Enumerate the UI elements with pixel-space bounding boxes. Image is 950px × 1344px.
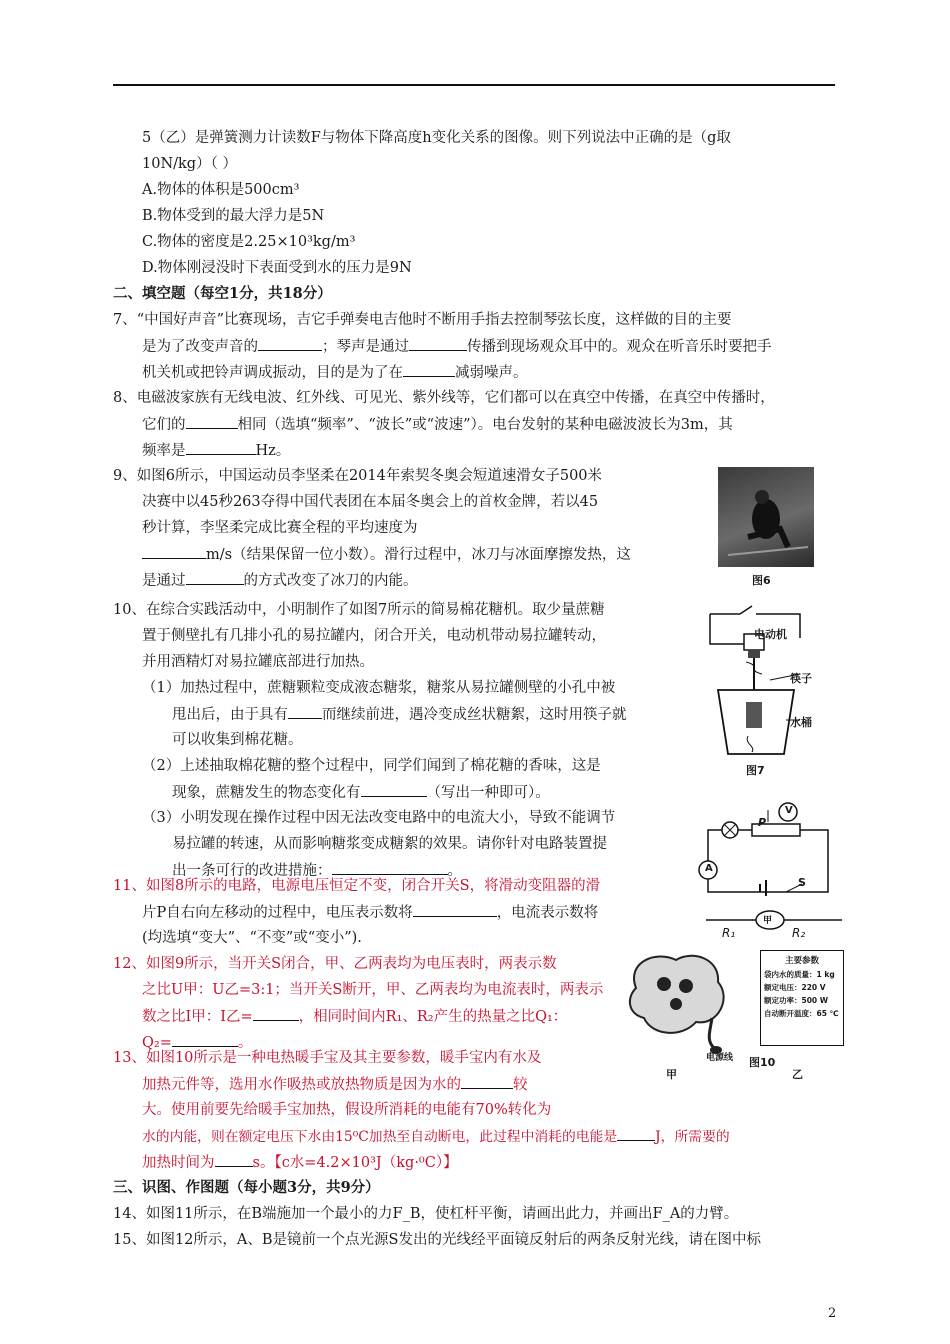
answer-blank[interactable]: [461, 1074, 513, 1089]
q10-text: 而继续前进，遇冷变成丝状糖絮，这时用筷子就: [322, 707, 627, 723]
q9-line3: 秒计算，李坚柔完成比赛全程的平均速度为: [142, 520, 418, 536]
figure-10-cord-label: 电源线: [706, 1053, 734, 1063]
answer-blank[interactable]: [409, 336, 467, 351]
q13-line3: 大。使用前要先给暖手宝加热，假设所消耗的电能有70%转化为: [142, 1102, 552, 1118]
figure-8-p-label: P: [758, 816, 767, 829]
figure-7-diagram: [700, 594, 830, 784]
answer-blank[interactable]: [172, 1032, 238, 1047]
answer-blank[interactable]: [413, 902, 497, 917]
q10-text: 甩出后，由于具有: [172, 707, 288, 723]
answer-blank[interactable]: [215, 1152, 253, 1167]
q6-option-c: C.物体的密度是2.25×10³kg/m³: [142, 234, 356, 250]
q9-text: m/s（结果保留一位小数）。滑行过程中，冰刀与冰面摩擦发热，这: [206, 547, 631, 563]
figure-8-ammeter-label: A: [705, 863, 713, 874]
q12-line1: 12、如图9所示，当开关S闭合，甲、乙两表均为电压表时，两表示数: [113, 956, 557, 972]
q12-text: ，相同时间内R₁、R₂产生的热量之比Q₁：: [298, 1009, 568, 1025]
figure-9-jia-label: 甲: [763, 916, 773, 926]
q9-line5: [142, 570, 418, 591]
q9-line4: [142, 544, 631, 565]
q12-text: 。: [237, 1035, 253, 1051]
q11-line1: 11、如图8所示的电路，电源电压恒定不变，闭合开关S，将滑动变阻器的滑: [113, 878, 601, 894]
q14-text: 14、如图11所示，在B端施加一个最小的力F_B，使杠杆平衡，请画出此力，并画出F_A的力臂。: [113, 1206, 739, 1222]
q7-line1: 7、“中国好声音”比赛现场，吉它手弹奏电吉他时不断用手指去控制琴弦长度，这样做的目的主要: [113, 312, 732, 328]
q8-line2: [142, 414, 733, 435]
q13-text: J，所需要的: [655, 1129, 730, 1145]
params-title: 主要参数: [784, 956, 819, 966]
answer-blank[interactable]: [142, 544, 206, 559]
q7-text: 是为了改变声音的: [142, 339, 258, 355]
q11-text: 片P自右向左移动的过程中，电压表示数将: [142, 905, 413, 921]
q15-text: 15、如图12所示，A、B是镜前一个点光源S发出的光线经平面镜反射后的两条反射光线，请在图中标: [113, 1232, 761, 1248]
q7-text: ；琴声是通过: [322, 339, 409, 355]
q13-line5: [142, 1152, 458, 1173]
param-row: 袋内水的质量：1 kg: [764, 970, 835, 979]
answer-blank[interactable]: [186, 570, 244, 585]
q7-text: 机关机或把铃声调成振动，目的是为了在: [142, 365, 403, 381]
figure-7-bucket-label: 水桶: [790, 716, 812, 729]
figure-6-photo: [718, 467, 814, 567]
q10-part2-line2: [172, 782, 550, 803]
header-rule: [113, 84, 835, 86]
q7-text: 减弱噪声。: [455, 365, 528, 381]
q12-text: Q₂=: [142, 1035, 172, 1051]
skater-image: [718, 467, 814, 567]
q11-text: ，电流表示数将: [496, 905, 599, 921]
q13-line4: [142, 1126, 730, 1147]
answer-blank[interactable]: [288, 704, 322, 719]
q7-text: 传播到现场观众耳中的。观众在听音乐时要把手: [467, 339, 772, 355]
q9-line2: 决赛中以45秒263夺得中国代表团在本届冬奥会上的首枚金牌，若以45: [142, 494, 599, 510]
figure-6-caption: 图6: [752, 574, 771, 587]
q6-line1: 5（乙）是弹簧测力计读数F与物体下降高度h变化关系的图像。则下列说法中正确的是（g取: [142, 130, 731, 146]
answer-blank[interactable]: [258, 336, 322, 351]
answer-blank[interactable]: [617, 1126, 655, 1141]
q13-line2: [142, 1074, 528, 1095]
param-row: 自动断开温度：65 ℃: [764, 1009, 839, 1018]
answer-blank[interactable]: [186, 440, 256, 455]
q10-line1: 10、在综合实践活动中，小明制作了如图7所示的简易棉花糖机。取少量蔗糖: [113, 602, 605, 618]
q13-text: 加热时间为: [142, 1155, 215, 1171]
figure-10-caption: 图10: [749, 1056, 776, 1069]
q10-part2-line1: （2）上述抽取棉花糖的整个过程中，同学们闻到了棉花糖的香味，这是: [142, 758, 601, 774]
q10-part1-line2: [172, 704, 627, 725]
section-2-heading: 二、填空题（每空1分，共18分）: [113, 285, 332, 302]
q9-line1: 9、如图6所示，中国运动员李坚柔在2014年索契冬奥会短道速滑女子500米: [113, 468, 603, 484]
figure-8-switch-label: S: [798, 876, 806, 889]
figure-9-r1-label: R₁: [722, 926, 736, 940]
q13-text: 水的内能，则在额定电压下水由15⁰C加热至自动断电，此过程中消耗的电能是: [142, 1129, 618, 1145]
q13-text: 较: [513, 1077, 528, 1093]
q7-line3: [142, 362, 528, 383]
q8-text: 相同（选填“频率”、“波长”或“波速”）。电台发射的某种电磁波波长为3m，其: [237, 417, 733, 433]
q6-option-a: A.物体的体积是500cm³: [142, 182, 300, 198]
q10-text: 现象，蔗糖发生的物态变化有: [172, 785, 361, 801]
q10-line3: 并用酒精灯对易拉罐底部进行加热。: [142, 654, 374, 670]
figure-10-jia-label: 甲: [666, 1068, 677, 1081]
q11-line2: [142, 902, 598, 923]
q10-text: 出一条可行的改进措施：: [172, 863, 332, 879]
figure-7-chopsticks-label: 筷子: [790, 672, 812, 685]
q12-line3: [142, 1006, 567, 1027]
q10-part3-line2: 易拉罐的转速，从而影响糖浆变成糖絮的效果。请你针对电路装置提: [172, 836, 607, 852]
q8-text: 它们的: [142, 417, 186, 433]
q10-text: （写出一种即可）。: [426, 785, 550, 801]
figure-7-caption: 图7: [746, 764, 765, 777]
answer-blank[interactable]: [361, 782, 427, 797]
figure-9-r2-label: R₂: [792, 926, 806, 940]
answer-blank[interactable]: [186, 414, 238, 429]
q12-text: 数之比I甲：I乙=: [142, 1009, 253, 1025]
q6-line2: 10N/kg）（ ）: [142, 156, 237, 172]
q13-line1: 13、如图10所示是一种电热暖手宝及其主要参数，暖手宝内有水及: [113, 1050, 542, 1066]
page-number: 2: [828, 1306, 837, 1321]
q8-text: 频率是: [142, 443, 186, 459]
param-row: 额定电压：220 V: [764, 983, 826, 992]
q8-text: Hz。: [255, 443, 291, 459]
param-row: 额定功率：500 W: [764, 996, 829, 1005]
figure-10-hand-warmer: [622, 948, 752, 1060]
answer-blank[interactable]: [253, 1006, 299, 1021]
figure-7-motor-label: 电动机: [754, 628, 787, 641]
q10-part3-line1: （3）小明发现在操作过程中因无法改变电路中的电流大小，导致不能调节: [142, 810, 616, 826]
q8-line1: 8、电磁波家族有无线电波、红外线、可见光、紫外线等，它们都可以在真空中传播，在真空中传播时，: [113, 390, 775, 406]
q9-text: 的方式改变了冰刀的内能。: [243, 573, 418, 589]
figure-10-params-panel: [760, 950, 844, 1046]
figure-10-yi-label: 乙: [792, 1068, 803, 1081]
q7-line2: [142, 336, 772, 357]
q6-option-b: B.物体受到的最大浮力是5N: [142, 208, 325, 224]
q10-part1-line3: 可以收集到棉花糖。: [172, 732, 303, 748]
section-3-heading: 三、识图、作图题（每小题3分，共9分）: [113, 1179, 380, 1196]
answer-blank[interactable]: [403, 362, 455, 377]
q12-line2: 之比U甲：U乙=3:1；当开关S断开，甲、乙两表均为电流表时，两表示: [142, 982, 604, 998]
q10-text: 。: [447, 863, 462, 879]
q13-text: s。【c水=4.2×10³J（kg·⁰C）】: [252, 1155, 458, 1171]
q10-line2: 置于侧壁扎有几排小孔的易拉罐内，闭合开关，电动机带动易拉罐转动，: [142, 628, 606, 644]
q8-line3: [142, 440, 290, 461]
q9-text: 是通过: [142, 573, 186, 589]
q10-part1-line1: （1）加热过程中，蔗糖颗粒变成液态糖浆，糖浆从易拉罐侧壁的小孔中被: [142, 680, 616, 696]
answer-blank[interactable]: [332, 860, 448, 875]
figure-8-voltmeter-label: V: [785, 805, 793, 816]
q6-option-d: D.物体刚浸没时下表面受到水的压力是9N: [142, 260, 412, 276]
q13-text: 加热元件等，选用水作吸热或放热物质是因为水的: [142, 1077, 461, 1093]
q11-line3: (均选填“变大”、“不变”或“变小”).: [142, 930, 362, 946]
